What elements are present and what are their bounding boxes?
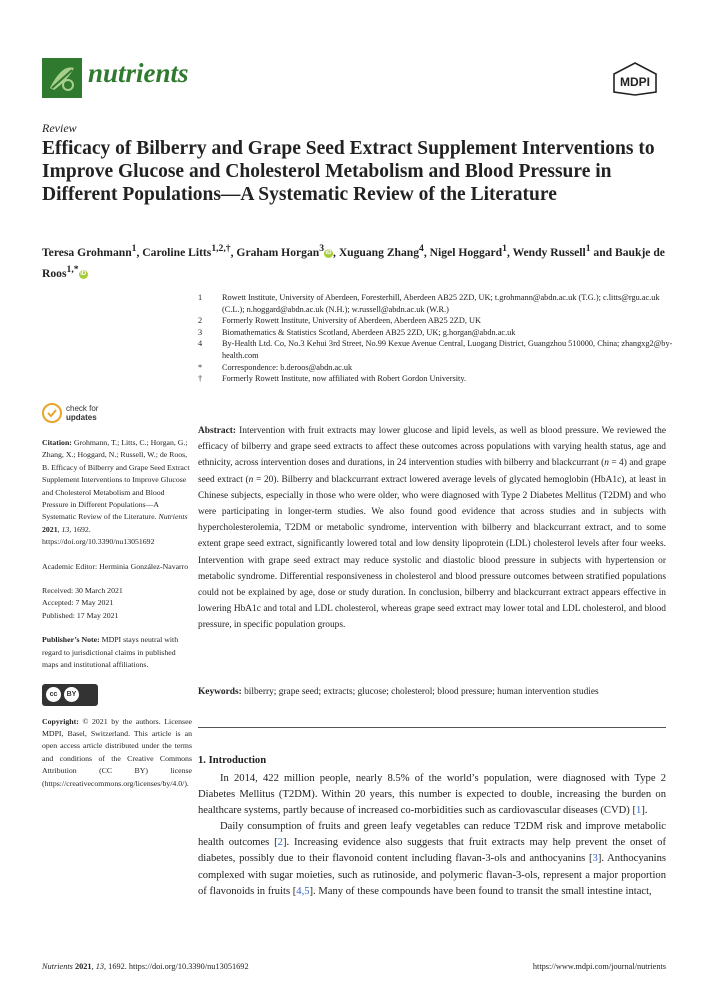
paragraph	[198, 771, 666, 819]
author-name[interactable]: Baukje de Roos	[42, 245, 665, 280]
publisher-note	[42, 634, 192, 671]
accepted-date: Accepted: 7 May 2021	[42, 598, 114, 608]
check-for-updates-button[interactable]	[42, 403, 192, 423]
affiliation	[198, 373, 678, 385]
affiliation	[198, 327, 678, 339]
author-name[interactable]: Graham Horgan	[236, 245, 320, 259]
author-name[interactable]: Wendy Russell	[512, 245, 586, 259]
article-type: Review	[42, 121, 77, 135]
introduction-body	[198, 771, 666, 900]
orcid-icon[interactable]: iD	[325, 249, 332, 256]
keywords	[198, 684, 666, 700]
footer-volume: 13	[95, 962, 105, 971]
footer-citation: Nutrients 2021, 13, 1692. https://doi.org/10.3390/nu13051692	[42, 962, 249, 971]
author-name[interactable]: Caroline Litts	[142, 245, 212, 259]
citation-block: Citation: Grohmann, T.; Litts, C.; Horgan, G.; Zhang, X.; Hoggard, N.; Russell, W.; de Roos, B. Efficacy of Bilberry and Grape Seed Extract Supplement Interventions to Improve Glucose and Cholesterol Metabolism and Blood Pressure in Different Populations—A Systematic Review of the Literature. Nutrients 2021, 13, 1692. https://doi.org/10.3390/nu13051692	[42, 438, 190, 547]
check-updates-icon	[42, 403, 62, 423]
abstract-text: = 4) and grape seed extract (	[198, 458, 667, 485]
journal-logo-icon	[42, 58, 82, 98]
cc-icon: cc	[46, 687, 61, 702]
affiliation-text: Correspondence: b.deroos@abdn.ac.uk	[222, 362, 353, 372]
paragraph-text: In 2014, 422 million people, nearly 8.5% of the world’s population, were diagnosed with Type 2 Diabetes Mellitus (T2DM). Within 20 years, this number is expected to double, increasing the burden on healthcare systems, partly because of increased co-morbidities such as cardiovascular diseases (CVD) [	[198, 773, 666, 817]
citation-doi[interactable]: 1692. https://doi.org/10.3390/nu13051692	[42, 524, 155, 547]
affiliation-text: By-Health Ltd. Co, No.3 Kehui 3rd Street, No.99 Kexue Avenue Central, Luogang District, Guangzhou 510000, China; zhangxg2@by-health.com	[222, 339, 673, 360]
affiliation-text: Rowett Institute, University of Aberdeen, Foresterhill, Aberdeen AB25 2ZD, UK; t.grohmann@abdn.ac.uk (T.G.); c.litts@rgu.ac.uk (C.L.); n.hoggard@abdn.ac.uk (N.H.); w.russell@abdn.ac.uk (W.R.)	[222, 293, 660, 314]
author-sup: 1	[131, 243, 137, 254]
abstract-n: n	[604, 458, 609, 469]
author-sup: 1	[585, 243, 591, 254]
citation-label: Citation:	[42, 438, 72, 447]
citation-link[interactable]: 2	[277, 837, 283, 849]
abstract	[198, 423, 666, 634]
editor-label: Academic Editor:	[42, 561, 98, 571]
paragraph-text: ]. Anthocyanins complexed with sugar moieties, such as rutinoside, and polymeric flavan-3-ols, represent a major proportion of flavonoids in fruits [	[198, 853, 666, 897]
abstract-text: = 20). Bilberry and blackcurrant extract lowered average levels of glycated hemoglobin (HbA1c), at least in Chinese subjects, especially in those who were older, who were diagnosed with Type 2 Diabetes Mellitus (T2DM) and who were participating in longer-term studies. We also found good evidence that across studies and in subjects with hypercholesterolemia, T2DM or metabolic syndrome, intervention with bilberry and blackcurrant extract, and to some extent grape seed extract, significantly lowered total and low density lipoprotein (LDL) cholesterol levels after four weeks. Intervention with grape seed extract may reduce systolic and diastolic blood pressure in subjects with hypertension or metabolic syndrome. Differential responsiveness in cholesterol and blood pressure outcomes between stratified populations could not be explained by age, dose or study duration. In conclusion, bilberry and blackcurrant extract appears effective in lowering HbA1c and total and LDL cholesterol, whereas grape seed extract may lower total and LDL cholesterol, and blood pressure, in specific population groups.	[198, 474, 666, 631]
affiliations	[198, 292, 678, 385]
footer-doi[interactable]: , 1692. https://doi.org/10.3390/nu13051692	[104, 962, 249, 971]
affiliation	[198, 338, 678, 361]
dates-block	[42, 585, 192, 622]
author-sup: 4	[419, 243, 424, 254]
affiliation-text: Formerly Rowett Institute, University of Aberdeen, Aberdeen AB25 2ZD, UK	[222, 316, 482, 326]
editor-name: Herminia González-Navarro	[99, 561, 189, 571]
abstract-label: Abstract:	[198, 426, 237, 436]
copyright-block	[42, 716, 192, 790]
by-icon: BY	[64, 687, 79, 702]
publisher-note-label: Publisher’s Note:	[42, 635, 100, 645]
keywords-label: Keywords:	[198, 687, 242, 697]
affiliation-num: 2	[198, 316, 203, 326]
affiliation-num: 3	[198, 327, 203, 337]
citation-text: Grohmann, T.; Litts, C.; Horgan, G.; Zhang, X.; Hoggard, N.; Russell, W.; de Roos, B. Efficacy of Bilberry and Grape Seed Extract Supplement Interventions to Improve Glucose and Cholesterol Metabolism and Blood Pressure in Different Populations—A Systematic Review of the Literature.	[42, 438, 190, 522]
abstract-n: n	[248, 474, 254, 485]
paragraph-text: ].	[641, 805, 648, 817]
citation-link[interactable]: 3	[592, 853, 598, 865]
published-date: Published: 17 May 2021	[42, 610, 119, 620]
author-sup: 1,*	[66, 263, 79, 275]
paragraph	[198, 819, 666, 899]
affiliation	[198, 362, 678, 374]
author-list: Teresa Grohmann$^1$, Caroline Litts$^{1,2,\dagger}$, Graham Horgan$^3$ iD , Xuguang Zhang$^4$, Nigel Hoggard$^1$, Wendy Russell$^1$ and Baukje de Roos$^{1,*}$ iD	[42, 243, 665, 280]
check-updates-line2: updates	[66, 413, 97, 422]
paragraph-text: Daily consumption of fruits and green leafy vegetables can reduce T2DM risk and improve metabolic health outcomes [	[198, 821, 666, 849]
citation-link[interactable]: 1	[636, 805, 642, 817]
affiliation-num: *	[198, 362, 203, 372]
affiliation-text: Biomathematics & Statistics Scotland, Aberdeen AB25 2ZD, UK; g.horgan@abdn.ac.uk	[222, 327, 516, 337]
citation-year: 2021	[42, 524, 58, 534]
keywords-text: bilberry; grape seed; extracts; glucose; cholesterol; blood pressure; human intervention studies	[244, 687, 599, 697]
author-name[interactable]: Xuguang Zhang	[338, 245, 420, 259]
copyright-text: © 2021 by the authors. Licensee MDPI, Basel, Switzerland. This article is an open access article distributed under the terms and conditions of the Creative Commons Attribution (CC BY) license (https://creativecommons.org/licenses/by/4.0/).	[42, 716, 192, 788]
affiliation-num: 1	[198, 293, 203, 302]
paragraph-text: ]. Increasing evidence also suggests that fruit extracts may help prevent the onset of diabetes, possibly due to their flavonoid content including flavan-3-ols and anthocyanins [	[198, 837, 667, 865]
section-divider	[198, 727, 666, 728]
affiliation	[198, 292, 678, 315]
footer-year: 2021	[74, 962, 92, 971]
academic-editor	[42, 561, 192, 573]
copyright-label: Copyright:	[42, 716, 79, 726]
cc-by-license-badge[interactable]	[42, 684, 98, 706]
author-sup: 3	[319, 243, 325, 254]
affiliation-num: 4	[198, 339, 203, 349]
svg-text:MDPI: MDPI	[620, 75, 650, 89]
author-name[interactable]: Teresa Grohmann	[42, 245, 132, 259]
affiliation-text: Formerly Rowett Institute, now affiliated with Robert Gordon University.	[222, 374, 467, 384]
check-updates-line1: check for	[66, 404, 99, 413]
abstract-text: Intervention with fruit extracts may lower glucose and lipid levels, as well as blood pressure. We reviewed the efficacy of bilberry and grape seed extracts to affect these outcomes across populations with varying health status, age and ethnicity, across intervention doses and durations, in 24 intervention studies with bilberry and blackcurrant (	[198, 426, 667, 469]
footer-journal: Nutrients	[42, 962, 73, 971]
author-name[interactable]: Nigel Hoggard	[429, 245, 503, 259]
citation-volume: 13	[61, 524, 70, 534]
affiliation	[198, 315, 678, 327]
orcid-icon[interactable]: iD	[80, 270, 87, 277]
received-date: Received: 30 March 2021	[42, 586, 123, 596]
author-sup: 1,2,†	[211, 243, 231, 254]
publisher-note-text: MDPI stays neutral with regard to jurisdictional claims in published maps and institutional affiliations.	[42, 635, 179, 670]
paragraph-text: ]. Many of these compounds have been found to transit the small intestine intact,	[309, 885, 652, 897]
footer-journal-url[interactable]: https://www.mdpi.com/journal/nutrients	[532, 962, 666, 971]
citation-link[interactable]: 4,5	[296, 885, 310, 897]
author-sup: 1	[502, 243, 507, 254]
citation-journal: Nutrients	[158, 512, 188, 522]
journal-name[interactable]: nutrients	[88, 58, 189, 88]
sidebar	[42, 403, 192, 802]
affiliation-num: †	[198, 374, 203, 384]
mdpi-logo-icon[interactable]	[612, 62, 658, 96]
section-heading: 1. Introduction	[198, 755, 267, 766]
article-title: Efficacy of Bilberry and Grape Seed Extract Supplement Interventions to Improve Glucose and Cholesterol Metabolism and Blood Pressure in Different Populations—A Systematic Review of the Literature	[42, 138, 655, 205]
